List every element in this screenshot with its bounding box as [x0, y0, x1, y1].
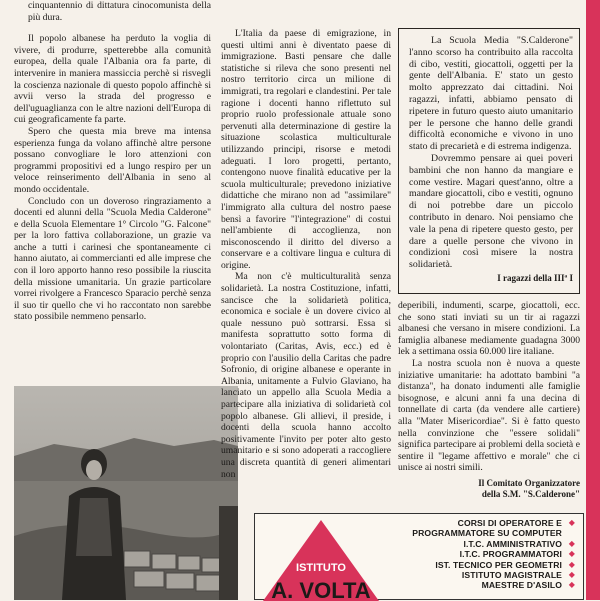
col1-paragraph-4: Concludo con un doveroso ringraziamento a docenti ed alunni della "Scuola Media Calderone" e della Scuola Elementare 1° Circolo "G. Falcone" per la loro fattiva collaborazione, un grazie va anche a tutti i carinesi che spontaneamente ci hanno aiutato, ai commercianti ed alle imprese che con il loro apporto hanno reso possibile la riuscita della missione umanitaria. Un grazie particolare vorrei rivolgere a Francesco Sparacio perchè senza il suo tir quello che vi ho raccontato non sarebbe stato possibile nemmeno pensarlo.: [14, 195, 211, 323]
diamond-icon: ◆: [568, 549, 575, 559]
diamond-icon: ◆: [568, 518, 575, 527]
logo-main-text: A. VOLTA: [271, 578, 371, 601]
students-letter-box: [398, 28, 580, 294]
col1-paragraph-3: Spero che questa mia breve ma intensa esperienza funga da volano affinchè altre persone possano convogliare le loro attenzioni con programmi propositivi ed a lungo respiro per un veloce reinserimento dell'Albania in seno al mondo occidentale.: [14, 125, 211, 195]
course-item: ISTITUTO MAGISTRALE ◆: [461, 570, 575, 581]
col3-paragraph-3: deperibili, indumenti, scarpe, giocattoli, ecc. che sono stati inviati su un tir ai ragazzi albanesi che versano in misere condizioni. La famiglia albanese mediamente guadagna 3000 lek a settimana ossia 60.000 lire italiane.: [398, 300, 580, 358]
box-paragraph-1: La Scuola Media "S.Calderone" l'anno scorso ha contribuito alla raccolta di cibo, vestiti, giocattoli, oggetti per la gente dell'Albania. E' stato un gesto molto apprezzato dai cittadini. Noi ragazzi, infatti, abbiamo pensato di ripetere in futuro questo aiuto umanitario per le persone che hanno delle grandi difficoltà economiche e vivono in uno stato di precarietà e di estrema indigenza.: [409, 35, 573, 153]
diamond-icon: ◆: [568, 559, 575, 569]
signature-school: della S.M. "S.Calderone": [481, 488, 580, 499]
course-item: IST. TECNICO PER GEOMETRI ◆: [435, 559, 575, 570]
course-item: PROGRAMMATORE SU COMPUTER: [412, 528, 562, 539]
col3-paragraph-4: La nostra scuola non è nuova a queste iniziative umanitarie: ha adottato bambini "a distanza", ha donato indumenti alle famiglie bisognose, e alcuni anni fa una decina di tonnellate di carta (da vendere alle cartiere) alla "Mater Misericordiae". Si è fatto questo nella convinzione che "essere solidali" significa partecipare ai problemi della società e sentire il "legame affettivo e morale" che ci unisce ai nostri simili.: [398, 357, 580, 474]
advert-istituto-volta: [254, 513, 584, 600]
column-left: [14, 0, 211, 323]
course-item: I.T.C. PROGRAMMATORI ◆: [459, 549, 575, 560]
col2-paragraph-2: Ma non c'è multiculturalità senza solidarietà. La nostra Costituzione, infatti, sancisce che la solidarietà politica, economica e sociale è un dovere civico al quale nessuno può sottrarsi. Essa si manifesta soprattutto sotto forma di volontariato (Caritas, Avis, ecc.) ed è proprio con l'ausilio della Caritas che padre Sofronio, di origine albanese e operante in Albania, unitamente a Fulvio Glaviano, ha lanciato un appello alla Scuola Media a partecipare alla iniziativa di solidarietà col popolo albanese. Gli allievi, il preside, i docenti della scuola hanno accolto positivamente l'invito per poter alto gesto umanitario e si sono adoperati a raccogliere una discreta quantità di generi alimentari non: [221, 271, 391, 480]
diamond-icon: ◆: [568, 570, 575, 580]
page-edge-bar: [586, 0, 600, 600]
course-list: [391, 518, 575, 591]
box-signature: I ragazzi della IIIª I: [497, 272, 573, 283]
col2-paragraph-1: L'Italia da paese di emigrazione, in questi ultimi anni è diventato paese di immigrazione. Basti pensare che dalle statistiche si rileva che sono presenti nel nostro territorio circa un milione di immigrati, tra regolari e clandestini. Per tale ragione i docenti hanno riflettuto sul proprio ruolo professionale attuale sono pervenuti alla determinazione di gestire la situazione scolastica multiculturale utilizzando principi, risorse e metodi adeguati. I loro progetti, pertanto, contengono nuove finalità educative per la scuola multiculturale; prevedono iniziative didattiche che mirano non ad "assimilare" l'immigrato alla cultura del nostro paese bensì a favorire "l'integrazione" di costui nell'ambiente di accoglienza, non misconoscendo il diritto del diverso a conservare e a coltivare lingua e cultura di origine.: [221, 28, 391, 271]
logo-top-text: ISTITUTO: [296, 562, 346, 574]
photo-illustration: [14, 386, 238, 600]
col1-paragraph-1: cinquantennio di dittatura cinocomunista della più dura.: [28, 0, 211, 23]
column-middle: [221, 0, 391, 480]
column-right-lower: [398, 300, 580, 500]
diamond-icon: ◆: [568, 538, 575, 548]
volta-logo: [255, 514, 387, 601]
course-item: CORSI DI OPERATORE E ◆: [457, 518, 575, 528]
course-item: MAESTRE D'ASILO ◆: [481, 580, 575, 591]
signature-committee: Il Comitato Organizzatore: [478, 477, 580, 488]
photo-albanian-woman: [14, 386, 238, 600]
col1-paragraph-2: Il popolo albanese ha perduto la voglia di vivere, di produrre, spetterebbe alla comunità europea, della quale l'Albania ora fa parte, di intervenire in maniera massiccia perchè si risvegli la coscienza nazionale di questo popolo affinchè si avvii verso la strada del progresso e dell'uguaglianza con le altre nazioni dell'Europa di cui geograficamente fa parte.: [14, 33, 211, 126]
box-paragraph-2: Dovremmo pensare ai quei poveri bambini che non hanno da mangiare e come vestire. Magari quest'anno, oltre a mandare giocattoli, cibo e vestiti, ognuno di noi potrebbe dare un piccolo contributo in denaro. Noi pensiamo che vale la pena di ripetere questo gesto, per dare a quelle persone che vivono in condizioni così misere la nostra solidarietà.: [409, 152, 573, 271]
diamond-icon: ◆: [568, 580, 575, 590]
course-item: I.T.C. AMMINISTRATIVO ◆: [463, 538, 575, 549]
